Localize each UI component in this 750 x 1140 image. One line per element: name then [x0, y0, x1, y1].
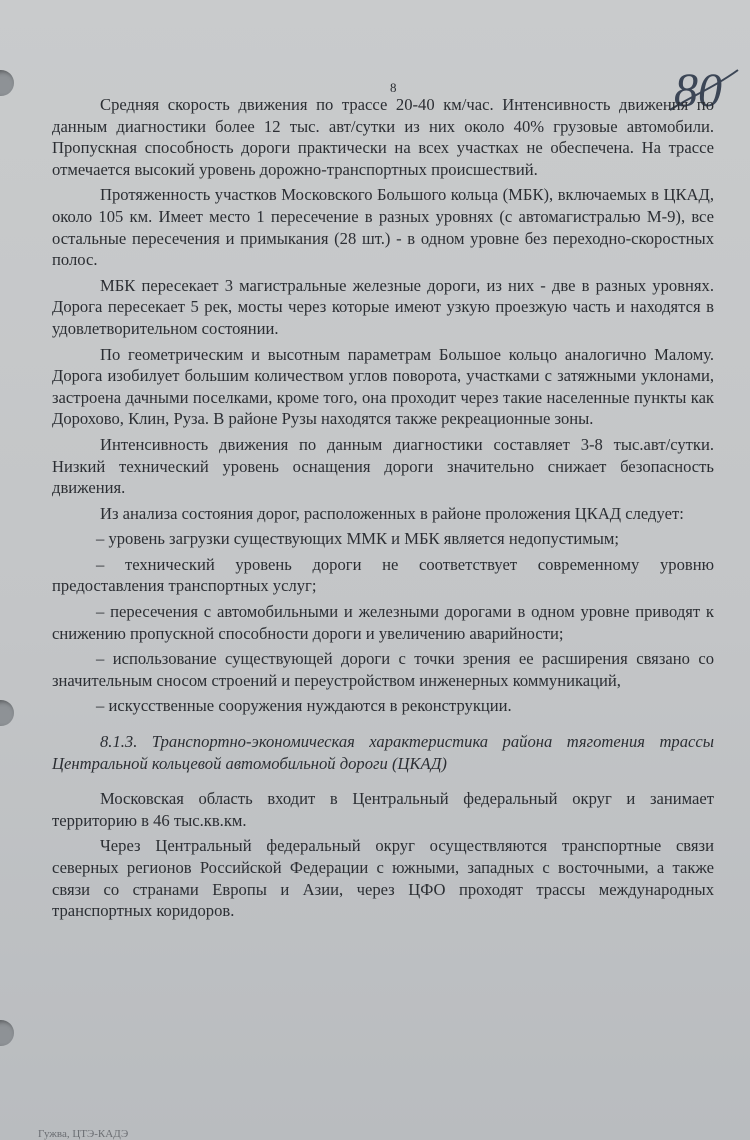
- conclusion-item: – уровень загрузки существующих ММК и МБК является недопустимым;: [96, 529, 620, 549]
- paragraph: Из анализа состояния дорог, расположенных в районе проложения ЦКАД следует:: [100, 503, 684, 523]
- footer-text: Гужва, ЦТЭ-КАДЭ: [38, 1128, 129, 1140]
- paragraph: Московская область входит в Центральный федеральный округ и занимает территорию в 46 тыс.кв.км.: [52, 789, 714, 830]
- section-heading: 8.1.3. Транспортно-экономическая характеристика района тяготения трассы Центральной кольцевой автомобильной дороги (ЦКАД): [52, 732, 714, 773]
- conclusion-item: – технический уровень дороги не соответствует современному уровню предоставления транспортных услуг;: [52, 554, 714, 596]
- paragraph: Через Центральный федеральный округ осуществляются транспортные связи северных регионов Российской Федерации с южными, западных с восточными, а также связи со странами Европы и Азии, через ЦФО проходят трассы международных транспортных коридоров.: [52, 836, 714, 921]
- binder-hole: [0, 1020, 14, 1046]
- paragraph: Интенсивность движения по данным диагностики составляет 3-8 тыс.авт/сутки. Низкий технический уровень оснащения дороги значительно снижает безопасность движения.: [52, 434, 714, 498]
- conclusion-item: – использование существующей дороги с точки зрения ее расширения связано со значительным сносом строений и переустройством инженерных коммуникаций,: [52, 649, 714, 690]
- binder-hole: [0, 700, 14, 726]
- conclusion-item: – пересечения с автомобильными и железными дорогами в одном уровне приводят к снижению пропускной способности дороги и увеличению аварийности;: [52, 602, 714, 643]
- binder-hole: [0, 70, 14, 96]
- document-body: [52, 94, 714, 926]
- page-number: 8: [390, 80, 397, 95]
- paragraph: Средняя скорость движения по трассе 20-40 км/час. Интенсивность движения по данным диагностики более 12 тыс. авт/сутки из них около 40% грузовые автомобили. Пропускная способность дороги практически на всех участках не обеспечена. На трассе отмечается высокий уровень дорожно-транспортных происшествий.: [52, 95, 714, 179]
- paragraph: По геометрическим и высотным параметрам Большое кольцо аналогично Малому. Дорога изобилует большим количеством углов поворота, участками с затяжными уклонами, застроена дачными поселками, кроме того, она проходит через такие населенные пункты как Дорохово, Клин, Руза. В районе Рузы находятся также рекреационные зоны.: [52, 344, 714, 429]
- paragraph: МБК пересекает 3 магистральные железные дороги, из них - две в разных уровнях. Дорога пересекает 5 рек, мосты через которые имеют узкую проезжую часть и находятся в удовлетворительном состоянии.: [52, 275, 714, 338]
- paragraph: Протяженность участков Московского Большого кольца (МБК), включаемых в ЦКАД, около 105 км. Имеет место 1 пересечение в разных уровнях (с автомагистралью М-9), все остальные пересечения и примыкания (28 шт.) - в одном уровне без переходно-скоростных полос.: [52, 185, 714, 270]
- svg-text:80: 80: [674, 64, 722, 116]
- conclusion-item: – искусственные сооружения нуждаются в реконструкции.: [96, 696, 512, 716]
